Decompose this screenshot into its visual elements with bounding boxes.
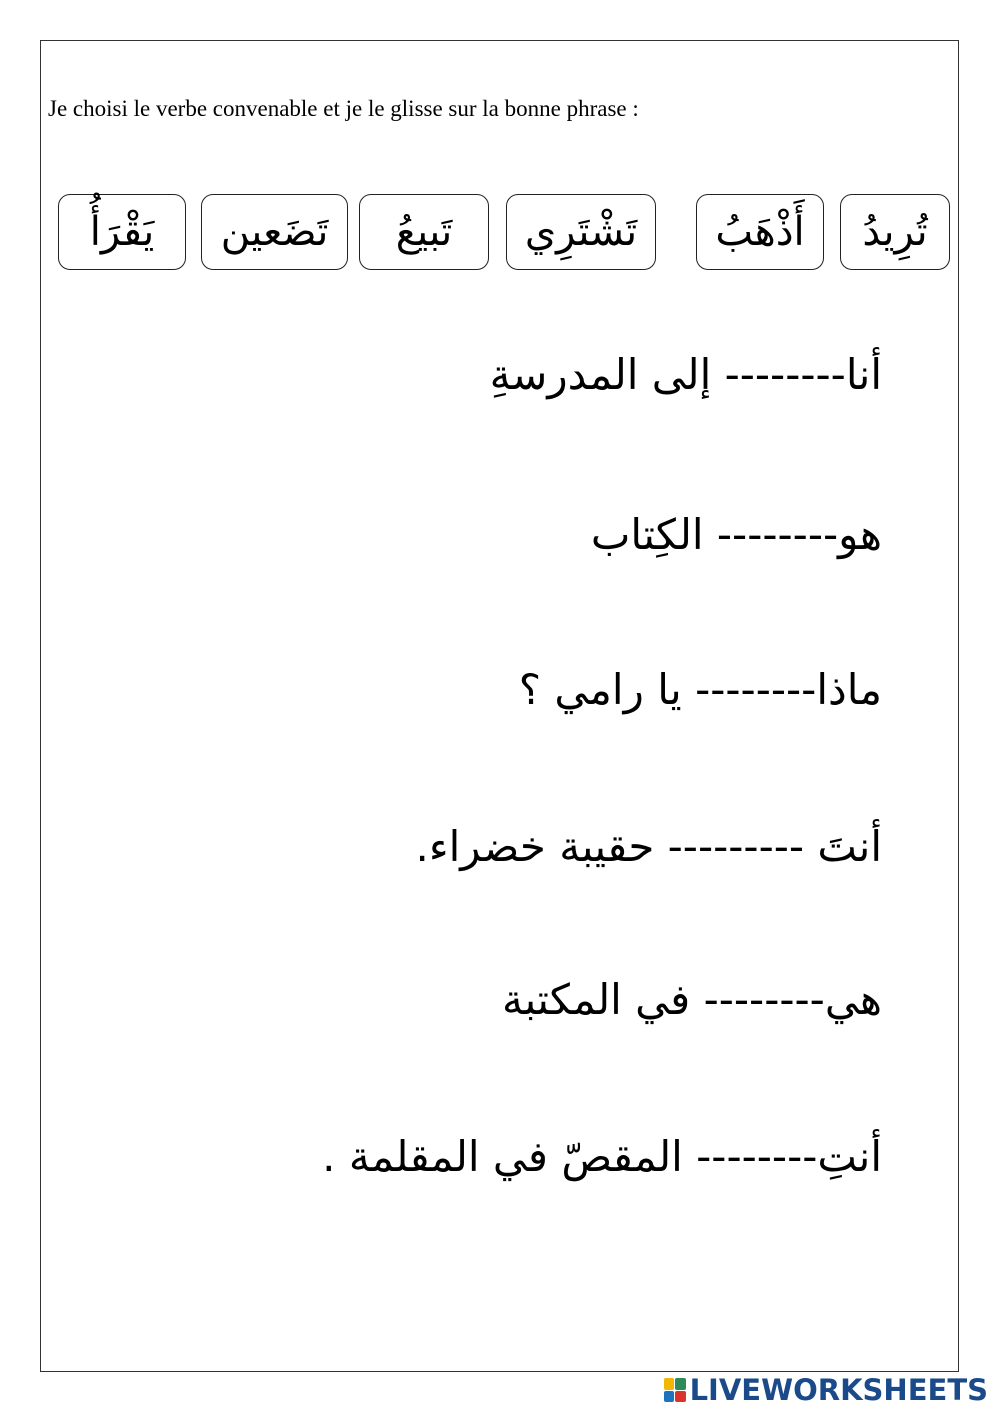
drop-blank-1[interactable]: --------: [724, 350, 846, 399]
logo-square-icon: [664, 1378, 675, 1390]
drop-blank-3[interactable]: --------: [695, 665, 817, 714]
liveworksheets-logo-icon: [664, 1378, 686, 1402]
logo-square-icon: [675, 1391, 686, 1403]
sentence-subject: هو: [838, 510, 882, 559]
verb-tile-adhhabu[interactable]: أَذْهَبُ: [696, 194, 824, 270]
sentence-5: [502, 975, 882, 1024]
sentence-2: [591, 510, 882, 559]
sentence-3: [519, 665, 882, 714]
sentence-rest: المقصّ في المقلمة .: [322, 1132, 697, 1181]
sentence-subject: ماذا: [816, 665, 882, 714]
sentence-4: [416, 822, 882, 871]
drop-blank-4[interactable]: ---------: [667, 822, 805, 871]
sentence-rest: حقيبة خضراء.: [415, 822, 668, 871]
sentence-rest: في المكتبة: [502, 975, 704, 1024]
verb-word-bank: [0, 0, 1000, 300]
verb-tile-turidu[interactable]: تُرِيدُ: [840, 194, 950, 270]
sentence-6: [322, 1132, 882, 1181]
verb-tile-tadaeen[interactable]: تَضَعين: [201, 194, 348, 270]
sentence-1: [490, 350, 882, 399]
sentence-rest: إلى المدرسةِ: [489, 350, 725, 399]
sentence-rest: الكِتاب: [590, 510, 717, 559]
verb-tile-yaqrau[interactable]: يَقْرَأُ: [58, 194, 186, 270]
drop-blank-6[interactable]: --------: [696, 1132, 818, 1181]
instruction-text: Je choisi le verbe convenable et je le glisse sur la bonne phrase :: [48, 96, 639, 121]
logo-square-icon: [675, 1378, 686, 1390]
logo-square-icon: [664, 1391, 675, 1403]
sentence-subject: أنتِ: [817, 1132, 882, 1181]
drop-blank-5[interactable]: --------: [703, 975, 825, 1024]
sentence-subject: أنا: [845, 350, 882, 399]
brand-text: LIVEWORKSHEETS: [689, 1373, 988, 1407]
sentence-rest: يا رامي ؟: [518, 665, 696, 714]
verb-tile-tabiu[interactable]: تَبيعُ: [359, 194, 489, 270]
sentence-subject: هي: [824, 975, 882, 1024]
verb-tile-tashtari[interactable]: تَشْتَرِي: [506, 194, 656, 270]
sentence-subject: أنتَ: [804, 822, 882, 871]
drop-blank-2[interactable]: --------: [716, 510, 839, 559]
liveworksheets-brand: [664, 1372, 988, 1408]
